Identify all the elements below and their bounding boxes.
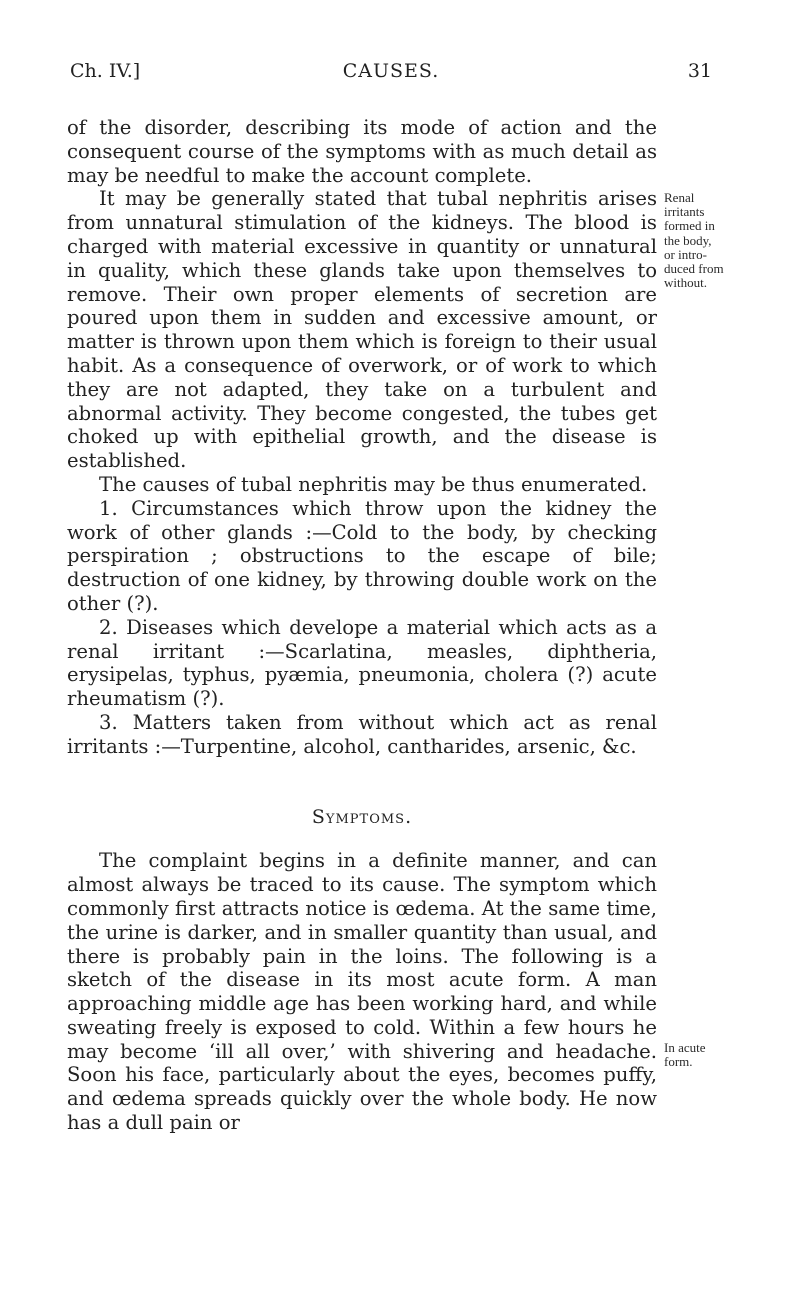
- side-note-line: formed in: [664, 218, 715, 234]
- page-number: 31: [687, 60, 712, 82]
- side-note-line: Renal: [664, 190, 695, 205]
- cause-item-3: 3. Matters taken from without which act as renal irritants :—Turpentine, alcohol, cantharides, arsenic, &c.: [67, 710, 657, 758]
- chapter-label: Ch. IV.]: [70, 60, 141, 82]
- side-note-renal-irritants: [664, 191, 769, 290]
- side-note-line: form.: [664, 1054, 693, 1070]
- side-note-line: duced from: [664, 261, 724, 277]
- cause-item-1: 1. Circumstances which throw upon the kidney the work of other glands :—Cold to the body, by checking perspiration ; obstructions to the escape of bile; destruction of one kidney, by throwing double work on the other (?).: [67, 496, 657, 615]
- side-note-line: without.: [664, 275, 707, 291]
- main-text-column: [67, 116, 657, 1135]
- running-title: CAUSES.: [342, 60, 440, 82]
- side-note-line: or intro-: [664, 246, 707, 262]
- side-note-line: In acute: [664, 1040, 706, 1055]
- paragraph-tubal-nephritis: It may be generally stated that tubal nephritis arises from unnatural stimulation of the kidneys. The blood is charged with material excessive in quantity or unnatural in quality, which these glands take upon themselves to remove. Their own proper elements of secretion are poured upon them in sudden and excessive amount, or matter is thrown upon them which is foreign to their usual habit. As a consequence of overwork, or of work to which they are not adapted, they take on a turbulent and abnormal activity. They become congested, the tubes get choked up with epithelial growth, and the disease is established.: [67, 187, 657, 473]
- paragraph-causes-intro: The causes of tubal nephritis may be thus enumerated.: [99, 472, 648, 496]
- running-header: [70, 60, 712, 90]
- section-heading-symptoms: Symptoms.: [311, 805, 413, 828]
- side-note-acute-form: [664, 1041, 769, 1069]
- paragraph-continuation: of the disorder, describing its mode of action and the consequent course of the symptoms with as much detail as may be needful to make the account complete.: [67, 116, 657, 187]
- cause-item-2: 2. Diseases which develope a material which acts as a renal irritant :—Scarlatina, measles, diphtheria, erysipelas, typhus, pyæmia, pneumonia, cholera (?) acute rheumatism (?).: [67, 615, 657, 711]
- paragraph-symptoms: The complaint begins in a definite manner, and can almost always be traced to its cause. The symptom which commonly first attracts notice is œdema. At the same time, the urine is darker, and in smaller quantity than usual, and there is probably pain in the loins. The following is a sketch of the disease in its most acute form. A man approaching middle age has been working hard, and while sweating freely is exposed to cold. Within a few hours he may become ‘ill all over,’ with shivering and headache. Soon his face, particularly about the eyes, becomes puffy, and œdema spreads quickly over the whole body. He now has a dull pain or: [67, 849, 657, 1135]
- side-note-line: irritants: [664, 204, 705, 220]
- side-note-line: the body,: [664, 232, 712, 248]
